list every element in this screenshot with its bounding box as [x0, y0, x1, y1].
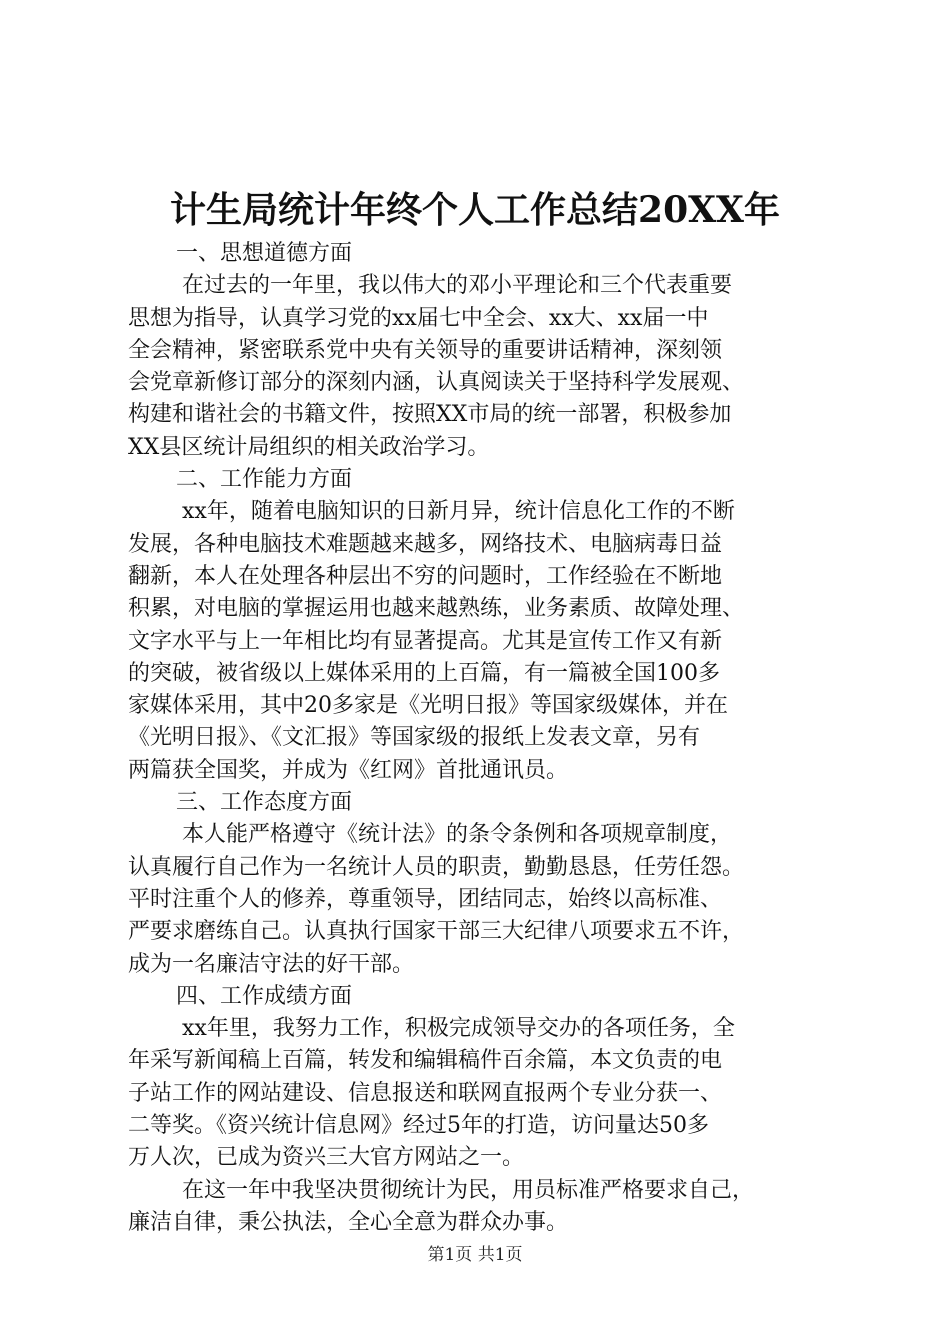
paragraph-line: xx年里，我努力工作，积极完成领导交办的各项任务，全	[182, 1016, 735, 1042]
document-body	[128, 238, 828, 1239]
paragraph-line: XX县区统计局组织的相关政治学习。	[128, 434, 490, 460]
paragraph-line: 翻新，本人在处理各种层出不穷的问题时，工作经验在不断地	[128, 563, 723, 589]
paragraph-line: 二等奖。《资兴统计信息网》经过5年的打造，访问量达50多	[128, 1113, 709, 1139]
paragraph-line: 万人次，已成为资兴三大官方网站之一。	[128, 1145, 525, 1171]
paragraph-line: 在这一年中我坚决贯彻统计为民，用员标准严格要求自己，	[182, 1177, 755, 1203]
section-heading: 三、工作态度方面	[176, 790, 353, 816]
section-heading: 四、工作成绩方面	[176, 983, 353, 1009]
paragraph-line: 积累，对电脑的掌握运用也越来越熟练，业务素质、故障处理、	[128, 596, 745, 622]
page-footer: 第1页 共1页	[427, 1245, 523, 1265]
paragraph-line: 在过去的一年里，我以伟大的邓小平理论和三个代表重要	[182, 273, 733, 299]
paragraph-line: 认真履行自己作为一名统计人员的职责，勤勤恳恳，任劳任怨。	[128, 854, 745, 880]
paragraph-line: 的突破，被省级以上媒体采用的上百篇，有一篇被全国100多	[128, 660, 720, 686]
paragraph-line: 发展，各种电脑技术难题越来越多，网络技术、电脑病毒日益	[128, 531, 723, 557]
paragraph-line: 本人能严格遵守《统计法》的条令条例和各项规章制度，	[182, 822, 733, 848]
paragraph-line: 子站工作的网站建设、信息报送和联网直报两个专业分获一、	[128, 1080, 723, 1106]
paragraph-line: 文字水平与上一年相比均有显著提高。尤其是宣传工作又有新	[128, 628, 723, 654]
paragraph-line: 严要求磨练自己。认真执行国家干部三大纪律八项要求五不许，	[128, 919, 745, 945]
paragraph-line: 会党章新修订部分的深刻内涵，认真阅读关于坚持科学发展观、	[128, 370, 745, 396]
paragraph-line: 思想为指导，认真学习党的xx届七中全会、xx大、xx届一中	[128, 305, 709, 331]
paragraph-line: 廉洁自律，秉公执法，全心全意为群众办事。	[128, 1209, 569, 1235]
paragraph-line: 《光明日报》、《文汇报》等国家级的报纸上发表文章，另有	[128, 725, 701, 751]
section-heading: 一、思想道德方面	[176, 241, 353, 266]
paragraph-line: 家媒体采用，其中20多家是《光明日报》等国家级媒体，并在	[128, 693, 728, 719]
paragraph-line: 构建和谐社会的书籍文件，按照XX市局的统一部署，积极参加	[128, 402, 732, 428]
document-title: 计生局统计年终个人工作总结20XX年	[170, 189, 780, 231]
paragraph-line: 平时注重个人的修养，尊重领导，团结同志，始终以高标准、	[128, 886, 723, 912]
paragraph-line: 成为一名廉洁守法的好干部。	[128, 951, 415, 977]
paragraph-line: 全会精神，紧密联系党中央有关领导的重要讲话精神，深刻领	[128, 337, 723, 363]
paragraph-line: 两篇获全国奖，并成为《红网》首批通讯员。	[128, 757, 569, 783]
paragraph-line: xx年，随着电脑知识的日新月异，统计信息化工作的不断	[182, 499, 735, 525]
section-heading: 二、工作能力方面	[176, 467, 353, 493]
paragraph-line: 年采写新闻稿上百篇，转发和编辑稿件百余篇，本文负责的电	[128, 1048, 723, 1074]
